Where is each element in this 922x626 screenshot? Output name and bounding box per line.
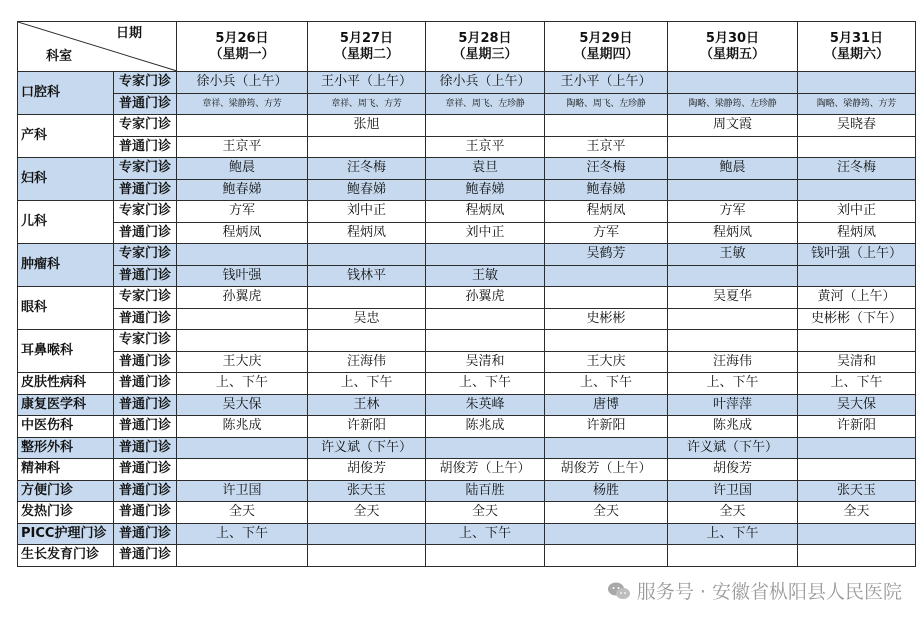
schedule-cell: 汪冬梅	[798, 158, 916, 180]
schedule-cell: 徐小兵（上午）	[426, 72, 545, 94]
schedule-cell: 张天玉	[308, 480, 426, 502]
schedule-cell: 杨胜	[545, 480, 668, 502]
clinic-type: 专家门诊	[114, 244, 177, 266]
watermark	[607, 577, 902, 604]
clinic-type: 普通门诊	[114, 136, 177, 158]
schedule-cell	[177, 115, 308, 137]
schedule-cell: 鲍晨	[177, 158, 308, 180]
clinic-type: 普通门诊	[114, 459, 177, 481]
schedule-cell: 史彬彬（下午）	[798, 308, 916, 330]
day-weekday: （星期二）	[333, 46, 399, 62]
schedule-cell: 全天	[545, 502, 668, 524]
schedule-cell: 程炳凤	[545, 201, 668, 223]
day-header	[308, 22, 426, 72]
schedule-cell: 胡俊芳（上午）	[426, 459, 545, 481]
schedule-cell	[545, 115, 668, 137]
schedule-cell	[668, 136, 798, 158]
day-header	[545, 22, 668, 72]
schedule-cell: 吴鹤芳	[545, 244, 668, 266]
department-name: 产科	[18, 115, 114, 158]
schedule-cell: 王林	[308, 394, 426, 416]
table-row	[18, 265, 916, 287]
department-name: 康复医学科	[18, 394, 114, 416]
schedule-cell: 许卫国	[668, 480, 798, 502]
schedule-cell	[426, 437, 545, 459]
schedule-cell	[798, 545, 916, 567]
table-row	[18, 330, 916, 352]
department-name: 皮肤性病科	[18, 373, 114, 395]
schedule-cell	[308, 287, 426, 309]
clinic-type: 普通门诊	[114, 93, 177, 115]
day-date: 5月29日	[579, 30, 633, 46]
clinic-type: 专家门诊	[114, 115, 177, 137]
schedule-cell: 全天	[177, 502, 308, 524]
schedule-cell: 黄河（上午）	[798, 287, 916, 309]
schedule-cell	[426, 244, 545, 266]
schedule-cell: 全天	[426, 502, 545, 524]
corner-date-label: 日期	[115, 26, 142, 41]
header-row	[18, 22, 916, 72]
schedule-cell: 汪冬梅	[308, 158, 426, 180]
schedule-cell	[798, 72, 916, 94]
schedule-cell	[545, 523, 668, 545]
schedule-cell: 徐小兵（上午）	[177, 72, 308, 94]
schedule-cell	[177, 244, 308, 266]
schedule-cell: 陆百胜	[426, 480, 545, 502]
schedule-cell: 陶略、梁静筠、方芳	[798, 93, 916, 115]
clinic-type: 普通门诊	[114, 523, 177, 545]
department-name: PICC护理门诊	[18, 523, 114, 545]
schedule-cell: 王小平（上午）	[308, 72, 426, 94]
table-row	[18, 502, 916, 524]
day-weekday: （星期一）	[209, 46, 275, 62]
clinic-type: 普通门诊	[114, 480, 177, 502]
schedule-cell: 全天	[668, 502, 798, 524]
schedule-cell: 章祥、周飞、左珍静	[426, 93, 545, 115]
schedule-cell: 陈兆成	[426, 416, 545, 438]
schedule-cell: 钱叶强	[177, 265, 308, 287]
schedule-cell: 鲍春娣	[308, 179, 426, 201]
schedule-cell: 吴大保	[798, 394, 916, 416]
schedule-cell: 许新阳	[798, 416, 916, 438]
schedule-cell: 王敏	[426, 265, 545, 287]
clinic-type: 普通门诊	[114, 179, 177, 201]
clinic-type: 专家门诊	[114, 201, 177, 223]
clinic-type: 专家门诊	[114, 158, 177, 180]
schedule-cell: 上、下午	[308, 373, 426, 395]
day-header	[668, 22, 798, 72]
clinic-type: 专家门诊	[114, 72, 177, 94]
table-row	[18, 373, 916, 395]
diagonal-line	[18, 22, 177, 71]
schedule-cell: 周文霞	[668, 115, 798, 137]
clinic-type: 普通门诊	[114, 416, 177, 438]
clinic-type: 普通门诊	[114, 545, 177, 567]
schedule-cell: 刘中正	[308, 201, 426, 223]
schedule-cell: 上、下午	[177, 373, 308, 395]
day-date: 5月30日	[705, 30, 760, 46]
schedule-cell: 王京平	[426, 136, 545, 158]
schedule-cell: 汪冬梅	[545, 158, 668, 180]
schedule-cell: 吴晓春	[798, 115, 916, 137]
day-header	[426, 22, 545, 72]
schedule-cell	[177, 545, 308, 567]
clinic-type: 普通门诊	[114, 308, 177, 330]
day-header	[798, 22, 916, 72]
schedule-cell: 方军	[668, 201, 798, 223]
schedule-cell	[545, 545, 668, 567]
schedule-cell: 胡俊芳	[668, 459, 798, 481]
schedule-cell	[177, 308, 308, 330]
schedule-cell	[668, 265, 798, 287]
department-name: 整形外科	[18, 437, 114, 459]
schedule-cell: 张旭	[308, 115, 426, 137]
schedule-cell	[668, 330, 798, 352]
schedule-cell	[798, 437, 916, 459]
schedule-cell	[426, 115, 545, 137]
schedule-cell: 陶略、梁静筠、左珍静	[668, 93, 798, 115]
schedule-cell	[308, 523, 426, 545]
schedule-cell	[545, 437, 668, 459]
schedule-cell: 鲍春娣	[426, 179, 545, 201]
schedule-cell: 程炳凤	[426, 201, 545, 223]
schedule-cell	[798, 136, 916, 158]
table-row	[18, 459, 916, 481]
schedule-cell	[545, 265, 668, 287]
schedule-cell: 许义斌（下午）	[668, 437, 798, 459]
day-weekday: （星期四）	[573, 46, 639, 62]
clinic-type: 普通门诊	[114, 373, 177, 395]
corner-header	[18, 22, 177, 72]
corner-dept-label: 科室	[46, 49, 73, 64]
clinic-type: 普通门诊	[114, 265, 177, 287]
department-name: 精神科	[18, 459, 114, 481]
schedule-cell: 张天玉	[798, 480, 916, 502]
department-name: 生长发育门诊	[18, 545, 114, 567]
schedule-cell	[668, 72, 798, 94]
table-row	[18, 72, 916, 94]
schedule-cell: 钱林平	[308, 265, 426, 287]
day-header	[177, 22, 308, 72]
table-row	[18, 158, 916, 180]
schedule-cell: 程炳凤	[668, 222, 798, 244]
department-name: 发热门诊	[18, 502, 114, 524]
schedule-cell: 上、下午	[177, 523, 308, 545]
schedule-cell: 吴夏华	[668, 287, 798, 309]
schedule-cell	[668, 179, 798, 201]
schedule-cell: 汪海伟	[668, 351, 798, 373]
schedule-cell	[545, 287, 668, 309]
schedule-cell: 钱叶强（上午）	[798, 244, 916, 266]
schedule-cell: 袁旦	[426, 158, 545, 180]
department-name: 中医伤科	[18, 416, 114, 438]
schedule-cell: 王大庆	[177, 351, 308, 373]
table-row	[18, 416, 916, 438]
schedule-cell: 刘中正	[426, 222, 545, 244]
schedule-cell: 王小平（上午）	[545, 72, 668, 94]
day-date: 5月31日	[829, 30, 884, 46]
schedule-cell: 许卫国	[177, 480, 308, 502]
schedule-cell	[798, 265, 916, 287]
schedule-cell: 史彬彬	[545, 308, 668, 330]
schedule-cell: 程炳凤	[308, 222, 426, 244]
schedule-cell: 上、下午	[668, 373, 798, 395]
table-row	[18, 115, 916, 137]
schedule-cell: 鲍春娣	[177, 179, 308, 201]
schedule-cell: 吴清和	[798, 351, 916, 373]
department-name: 耳鼻喉科	[18, 330, 114, 373]
table-row	[18, 136, 916, 158]
schedule-cell: 上、下午	[426, 523, 545, 545]
day-date: 5月27日	[339, 30, 394, 46]
table-row	[18, 222, 916, 244]
schedule-cell: 全天	[308, 502, 426, 524]
clinic-type: 普通门诊	[114, 437, 177, 459]
schedule-cell: 鲍春娣	[545, 179, 668, 201]
schedule-cell: 汪海伟	[308, 351, 426, 373]
schedule-cell: 上、下午	[798, 373, 916, 395]
schedule-cell: 上、下午	[426, 373, 545, 395]
day-weekday: （星期三）	[452, 46, 518, 62]
schedule-cell: 全天	[798, 502, 916, 524]
schedule-cell: 唐博	[545, 394, 668, 416]
schedule-cell: 许新阳	[308, 416, 426, 438]
schedule-cell: 鲍晨	[668, 158, 798, 180]
schedule-cell	[426, 330, 545, 352]
table-row	[18, 93, 916, 115]
schedule-cell	[798, 179, 916, 201]
schedule-cell: 王京平	[545, 136, 668, 158]
watermark-text: 服务号 · 安徽省枞阳县人民医院	[636, 581, 902, 603]
day-weekday: （星期五）	[699, 46, 765, 62]
clinic-type: 普通门诊	[114, 502, 177, 524]
schedule-cell	[177, 437, 308, 459]
schedule-cell: 孙翼虎	[426, 287, 545, 309]
schedule-cell: 程炳凤	[798, 222, 916, 244]
schedule-cell: 王大庆	[545, 351, 668, 373]
schedule-cell	[177, 459, 308, 481]
table-row	[18, 480, 916, 502]
schedule-cell: 叶萍萍	[668, 394, 798, 416]
schedule-cell: 上、下午	[545, 373, 668, 395]
schedule-cell: 上、下午	[668, 523, 798, 545]
clinic-type: 专家门诊	[114, 287, 177, 309]
table-row	[18, 244, 916, 266]
schedule-cell	[426, 545, 545, 567]
schedule-cell: 刘中正	[798, 201, 916, 223]
schedule-cell: 吴清和	[426, 351, 545, 373]
schedule-cell	[177, 330, 308, 352]
schedule-table	[17, 21, 916, 567]
day-date: 5月26日	[215, 30, 269, 46]
schedule-cell: 许义斌（下午）	[308, 437, 426, 459]
schedule-cell	[798, 330, 916, 352]
schedule-cell	[798, 523, 916, 545]
schedule-cell: 方军	[545, 222, 668, 244]
schedule-cell	[308, 244, 426, 266]
schedule-cell	[668, 308, 798, 330]
schedule-cell	[798, 459, 916, 481]
schedule-cell	[426, 308, 545, 330]
schedule-cell: 方军	[177, 201, 308, 223]
schedule-cell: 朱英峰	[426, 394, 545, 416]
table-row	[18, 201, 916, 223]
schedule-cell: 王敏	[668, 244, 798, 266]
schedule-cell	[668, 545, 798, 567]
clinic-type: 普通门诊	[114, 394, 177, 416]
clinic-type: 专家门诊	[114, 330, 177, 352]
schedule-cell: 陶略、周飞、左珍静	[545, 93, 668, 115]
table-row	[18, 351, 916, 373]
schedule-cell: 许新阳	[545, 416, 668, 438]
department-name: 眼科	[18, 287, 114, 330]
schedule-cell: 吴忠	[308, 308, 426, 330]
table-row	[18, 179, 916, 201]
table-row	[18, 394, 916, 416]
department-name: 方便门诊	[18, 480, 114, 502]
schedule-cell: 胡俊芳（上午）	[545, 459, 668, 481]
department-name: 儿科	[18, 201, 114, 244]
schedule-cell: 陈兆成	[177, 416, 308, 438]
table-row	[18, 308, 916, 330]
department-name: 口腔科	[18, 72, 114, 115]
schedule-cell: 胡俊芳	[308, 459, 426, 481]
schedule-cell	[308, 136, 426, 158]
department-name: 妇科	[18, 158, 114, 201]
clinic-type: 普通门诊	[114, 222, 177, 244]
schedule-cell: 孙翼虎	[177, 287, 308, 309]
day-weekday: （星期六）	[823, 46, 889, 62]
clinic-type: 普通门诊	[114, 351, 177, 373]
department-name: 肿瘤科	[18, 244, 114, 287]
schedule-cell	[308, 545, 426, 567]
schedule-cell: 程炳凤	[177, 222, 308, 244]
schedule-cell	[545, 330, 668, 352]
day-date: 5月28日	[458, 30, 512, 46]
schedule-cell: 章祥、周飞、方芳	[308, 93, 426, 115]
table-row	[18, 437, 916, 459]
table-row	[18, 523, 916, 545]
schedule-cell: 章祥、梁静筠、方芳	[177, 93, 308, 115]
schedule-body	[18, 72, 916, 567]
table-row	[18, 545, 916, 567]
wechat-icon	[607, 581, 631, 601]
schedule-cell	[308, 330, 426, 352]
schedule-cell: 吴大保	[177, 394, 308, 416]
table-row	[18, 287, 916, 309]
schedule-cell: 王京平	[177, 136, 308, 158]
schedule-cell: 陈兆成	[668, 416, 798, 438]
